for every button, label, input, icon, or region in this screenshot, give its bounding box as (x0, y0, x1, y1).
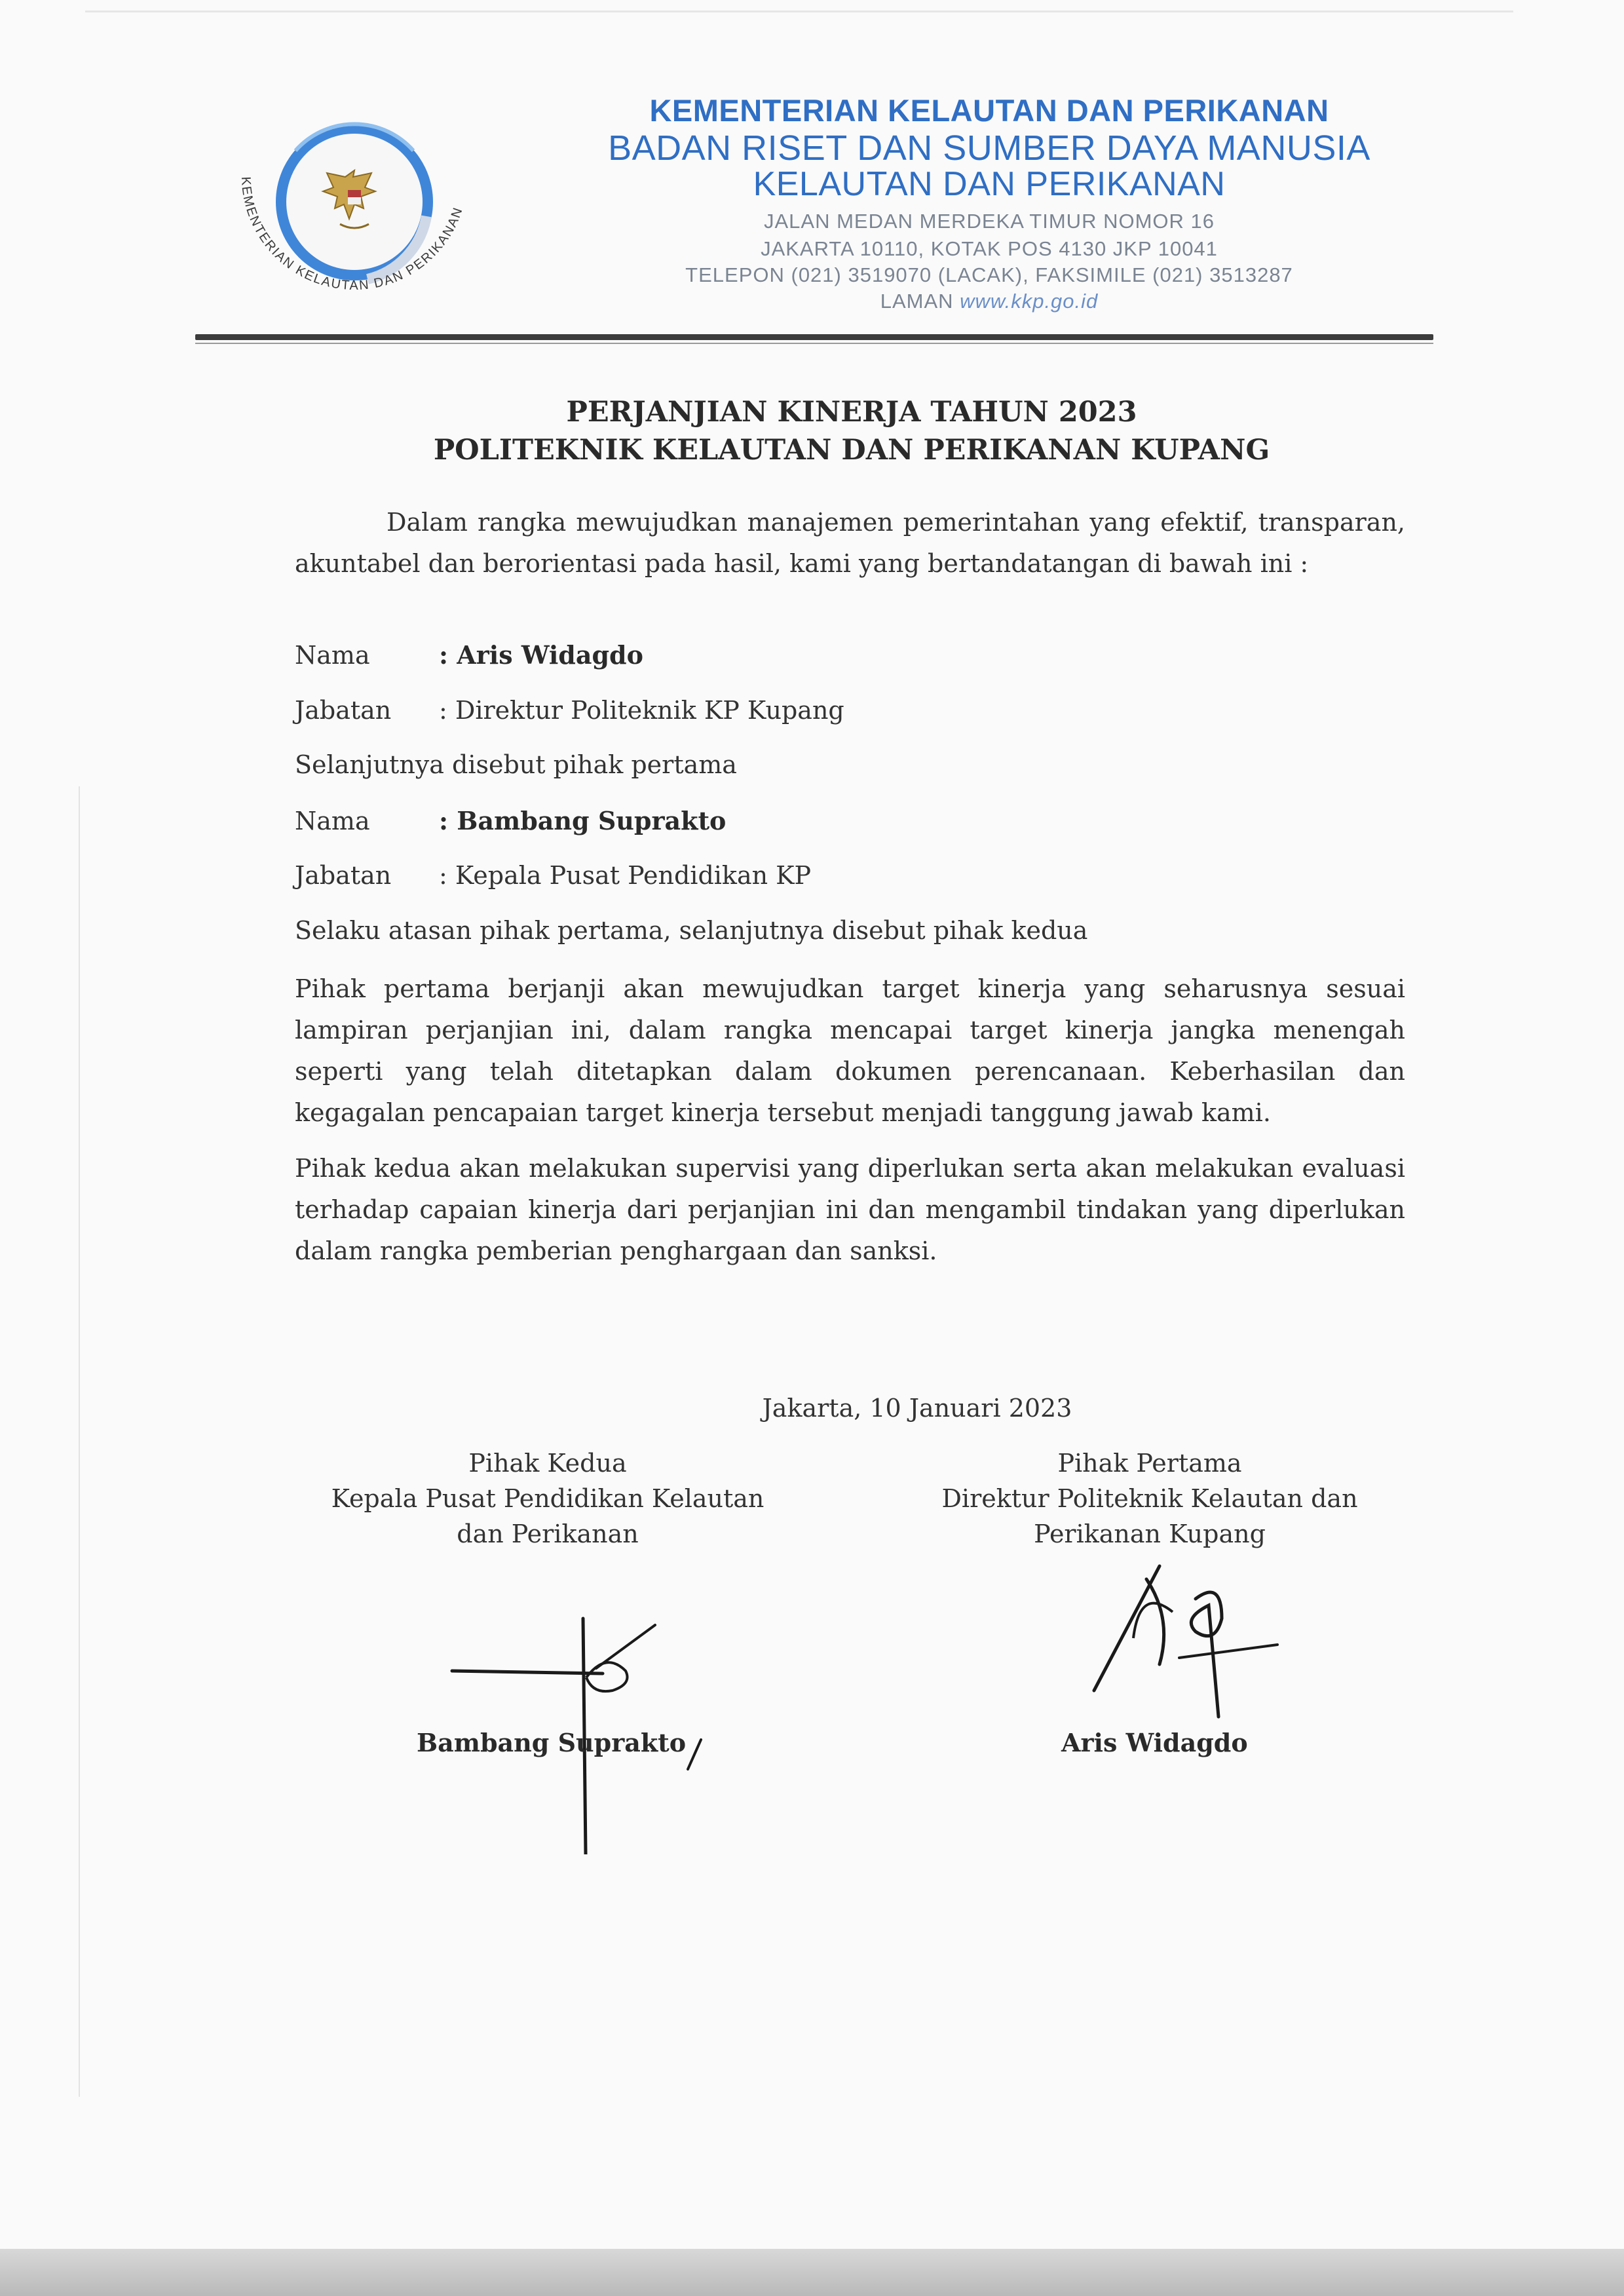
party2-position: : Kepala Pusat Pendidikan KP (439, 861, 812, 890)
field-label: Jabatan (295, 861, 392, 890)
signatory-left-name: Bambang Suprakto (417, 1728, 687, 1757)
party1-name-row (295, 640, 643, 670)
scan-edge (79, 786, 80, 2097)
website-link[interactable]: www.kkp.go.id (960, 290, 1099, 313)
letterhead-rule (195, 343, 1433, 344)
scan-bottom-edge (0, 2249, 1624, 2296)
field-label: Nama (295, 807, 370, 835)
signatory-right-name: Aris Widagdo (1061, 1728, 1248, 1757)
party1-position-row (295, 696, 844, 725)
agency-name-line2: KELAUTAN DAN PERIKANAN (753, 165, 1226, 203)
place-date: Jakarta, 10 Januari 2023 (762, 1394, 1072, 1423)
commitment-paragraph: Pihak pertama berjanji akan mewujudkan target kinerja yang seharusnya sesuai lampiran perjanjian ini, dalam rangka mencapai target kinerja jangka menengah seperti yang telah ditetapkan dalam dokumen perencanaan. Keberhasilan dan kegagalan pencapaian target kinerja tersebut menjadi tanggung jawab kami. (295, 974, 1405, 1127)
signatory-right-title: Direktur Politeknik Kelautan dan (941, 1484, 1358, 1513)
party2-designation: Selaku atasan pihak pertama, selanjutnya disebut pihak kedua (295, 916, 1088, 945)
signatory-right-role: Pihak Pertama (1057, 1449, 1242, 1478)
signatory-right-block (888, 1445, 1412, 1552)
field-label: Nama (295, 641, 370, 670)
ministry-name: KEMENTERIAN KELAUTAN DAN PERIKANAN (649, 93, 1329, 128)
intro-paragraph: Dalam rangka mewujudkan manajemen pemerintahan yang efektif, transparan, akuntabel dan berorientasi pada hasil, kami yang bertandatangan di bawah ini : (295, 508, 1405, 578)
party2-position-row (295, 861, 811, 890)
party1-designation: Selanjutnya disebut pihak pertama (295, 750, 737, 779)
document-title: PERJANJIAN KINERJA TAHUN 2023 (566, 396, 1137, 429)
party2-name-row (295, 806, 726, 835)
scan-edge (85, 10, 1513, 12)
party1-position: : Direktur Politeknik KP Kupang (439, 696, 844, 725)
agency-name-line1: BADAN RISET DAN SUMBER DAYA MANUSIA (608, 128, 1370, 168)
document-subtitle: POLITEKNIK KELAUTAN DAN PERIKANAN KUPANG (433, 434, 1270, 467)
signatory-left-role: Pihak Kedua (468, 1449, 627, 1478)
letterhead-rule (195, 334, 1433, 340)
signatory-left-block (286, 1445, 810, 1552)
supervision-paragraph: Pihak kedua akan melakukan supervisi yang diperlukan serta akan melakukan evaluasi terhadap capaian kinerja dari perjanjian ini dan mengambil tindakan yang diperlukan dalam rangka pemberian penghargaan dan sanksi. (295, 1154, 1405, 1265)
party1-name: : Aris Widagdo (439, 640, 643, 670)
signatory-left-title: dan Perikanan (457, 1520, 639, 1548)
website-label: LAMAN (880, 290, 954, 313)
party2-name: : Bambang Suprakto (439, 806, 727, 835)
website-line (498, 290, 1481, 313)
address-line1: JALAN MEDAN MERDEKA TIMUR NOMOR 16 (764, 210, 1215, 233)
phone-fax: TELEPON (021) 3519070 (LACAK), FAKSIMILE (021) 3513287 (685, 263, 1293, 286)
signatory-right-title: Perikanan Kupang (1034, 1520, 1266, 1548)
ministry-logo (217, 105, 492, 344)
address-line2: JAKARTA 10110, KOTAK POS 4130 JKP 10041 (761, 237, 1218, 260)
signature-right-scribble (1081, 1559, 1304, 1730)
field-label: Jabatan (295, 696, 392, 725)
logo-ring-text: KEMENTERIAN KELAUTAN DAN PERIKANAN (238, 176, 466, 294)
signatory-left-title: Kepala Pusat Pendidikan Kelautan (331, 1484, 765, 1513)
